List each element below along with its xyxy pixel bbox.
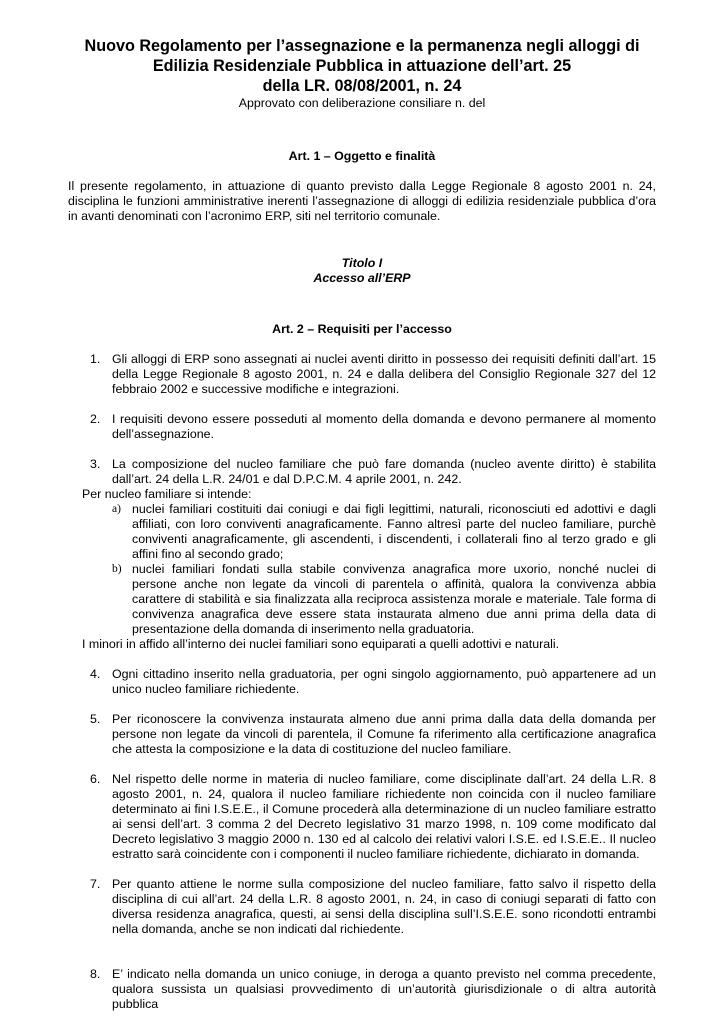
sub-item-text: nuclei familiari costituiti dai coniugi e dai figli legittimi, naturali, riconosciuti ed adottivi e dagli affiliati, con loro conviventi anagraficamente. Fanno altresì parte del nucleo familiare, purchè conviventi anagraficamente, gli ascendenti, i discendenti, i collaterali fino al terzo grado e gli affini fino al secondo grado;	[132, 502, 656, 561]
list-item	[68, 412, 656, 442]
list-item	[68, 352, 656, 397]
document-title	[68, 36, 656, 96]
titolo-number: Titolo I	[341, 256, 383, 270]
title-line-1: Nuovo Regolamento per l’assegnazione e la permanenza negli alloggi di	[84, 37, 640, 55]
list-item	[68, 877, 656, 937]
list-item	[68, 967, 656, 1012]
item-text: Ogni cittadino inserito nella graduatoria, per ogni singolo aggiornamento, può appartenere ad un unico nucleo familiare richiedente.	[112, 667, 656, 696]
item-intro: Per nucleo familiare si intende:	[82, 487, 252, 501]
list-item	[68, 457, 656, 652]
list-item	[68, 772, 656, 862]
art2-heading: Art. 2 – Requisiti per l’accesso	[272, 322, 452, 336]
item-number: 7.	[90, 877, 101, 891]
item-text: Gli alloggi di ERP sono assegnati ai nuclei aventi diritto in possesso dei requisiti definiti dall’art. 15 della Legge Regionale 8 agosto 2001, n. 24 e dalla delibera del Consiglio Regionale 327 del 12 febbraio 2002 e successive modifiche e integrazioni.	[112, 352, 656, 396]
approval-note: Approvato con deliberazione consiliare n. del	[238, 96, 486, 110]
item-number: 1.	[90, 352, 101, 366]
title-line-2: Edilizia Residenziale Pubblica in attuazione dell’art. 25	[152, 57, 572, 75]
item-text: I requisiti devono essere posseduti al momento della domanda e devono permanere al momento dell’assegnazione.	[112, 412, 656, 441]
item-number: 5.	[90, 712, 101, 726]
titolo-name: Accesso all’ERP	[313, 271, 411, 285]
list-item	[68, 712, 656, 757]
item-closing: I minori in affido all’interno dei nuclei familiari sono equiparati a quelli adottivi e naturali.	[82, 637, 560, 651]
item-text: Per riconoscere la convivenza instaurata almeno due anni prima dalla data della domanda per persone non legate da vincoli di parentela, il Comune fa riferimento alla certificazione anagrafica che attesta la composizione e la data di costituzione del nucleo familiare.	[112, 712, 656, 756]
item-number: 6.	[90, 772, 101, 786]
item-number: 4.	[90, 667, 101, 681]
art1-heading: Art. 1 – Oggetto e finalità	[288, 149, 436, 163]
item-number: 2.	[90, 412, 101, 426]
art1-text: Il presente regolamento, in attuazione di quanto previsto dalla Legge Regionale 8 agosto 2001 n. 24, disciplina le funzioni amministrative inerenti l’assegnazione di alloggi di edilizia residenziale pubblica d’ora in avanti denominati con l’acronimo ERP, siti nel territorio comunale.	[68, 179, 656, 223]
art2-list	[68, 352, 656, 1012]
title-line-3: della LR. 08/08/2001, n. 24	[262, 77, 462, 95]
sub-list	[112, 502, 656, 637]
item-text: E’ indicato nella domanda un unico coniuge, in deroga a quanto previsto nel comma precedente, qualora sussista un qualsiasi provvedimento di un’autorità giurisdizionale o di altra autorità pubblica	[112, 967, 656, 1011]
item-number: 3.	[90, 457, 101, 471]
list-item	[68, 667, 656, 697]
sub-item	[112, 502, 656, 562]
item-text: La composizione del nucleo familiare che può fare domanda (nucleo avente diritto) è stabilita dall’art. 24 della L.R. 24/01 e dal D.P.C.M. 4 aprile 2001, n. 242.	[112, 457, 656, 486]
sub-item	[112, 562, 656, 637]
sub-item-label: b)	[112, 563, 122, 575]
sub-item-label: a)	[112, 503, 121, 515]
item-text: Per quanto attiene le norme sulla composizione del nucleo familiare, fatto salvo il rispetto della disciplina di cui all’art. 24 della L.R. 8 agosto 2001, n. 24, in caso di coniugi separati di fatto con diversa residenza anagrafica, questi, ai sensi della disciplina sull’I.S.E.E. sono ricondotti entrambi nella domanda, anche se non indicati dal richiedente.	[112, 877, 656, 936]
item-number: 8.	[90, 967, 101, 981]
titolo-block	[68, 256, 656, 286]
sub-item-text: nuclei familiari fondati sulla stabile convivenza anagrafica more uxorio, nonché nuclei di persone anche non legate da vincoli di parentela o affinità, qualora la convivenza abbia carattere di stabilità e sia finalizzata alla reciproca assistenza morale e materiale. Tale forma di convivenza anagrafica deve essere stata instaurata almeno due anni prima della data di presentazione della domanda di inserimento nella graduatoria.	[132, 562, 656, 636]
item-text: Nel rispetto delle norme in materia di nucleo familiare, come disciplinate dall’art. 24 della L.R. 8 agosto 2001, n. 24, qualora il nucleo familiare richiedente non coincida con il nucleo familiare determinato ai fini I.S.E.E., il Comune procederà alla determinazione di un nucleo familiare estratto ai sensi dell’art. 3 comma 2 del Decreto legislativo 31 marzo 1998, n. 109 come modificato dal Decreto legislativo 3 maggio 2000 n. 130 ed al calcolo dei relativi valori I.S.E. ed I.S.E.E.. Il nucleo estratto sarà coincidente con i componenti il nucleo familiare richiedente, dichiarato in domanda.	[112, 772, 656, 861]
